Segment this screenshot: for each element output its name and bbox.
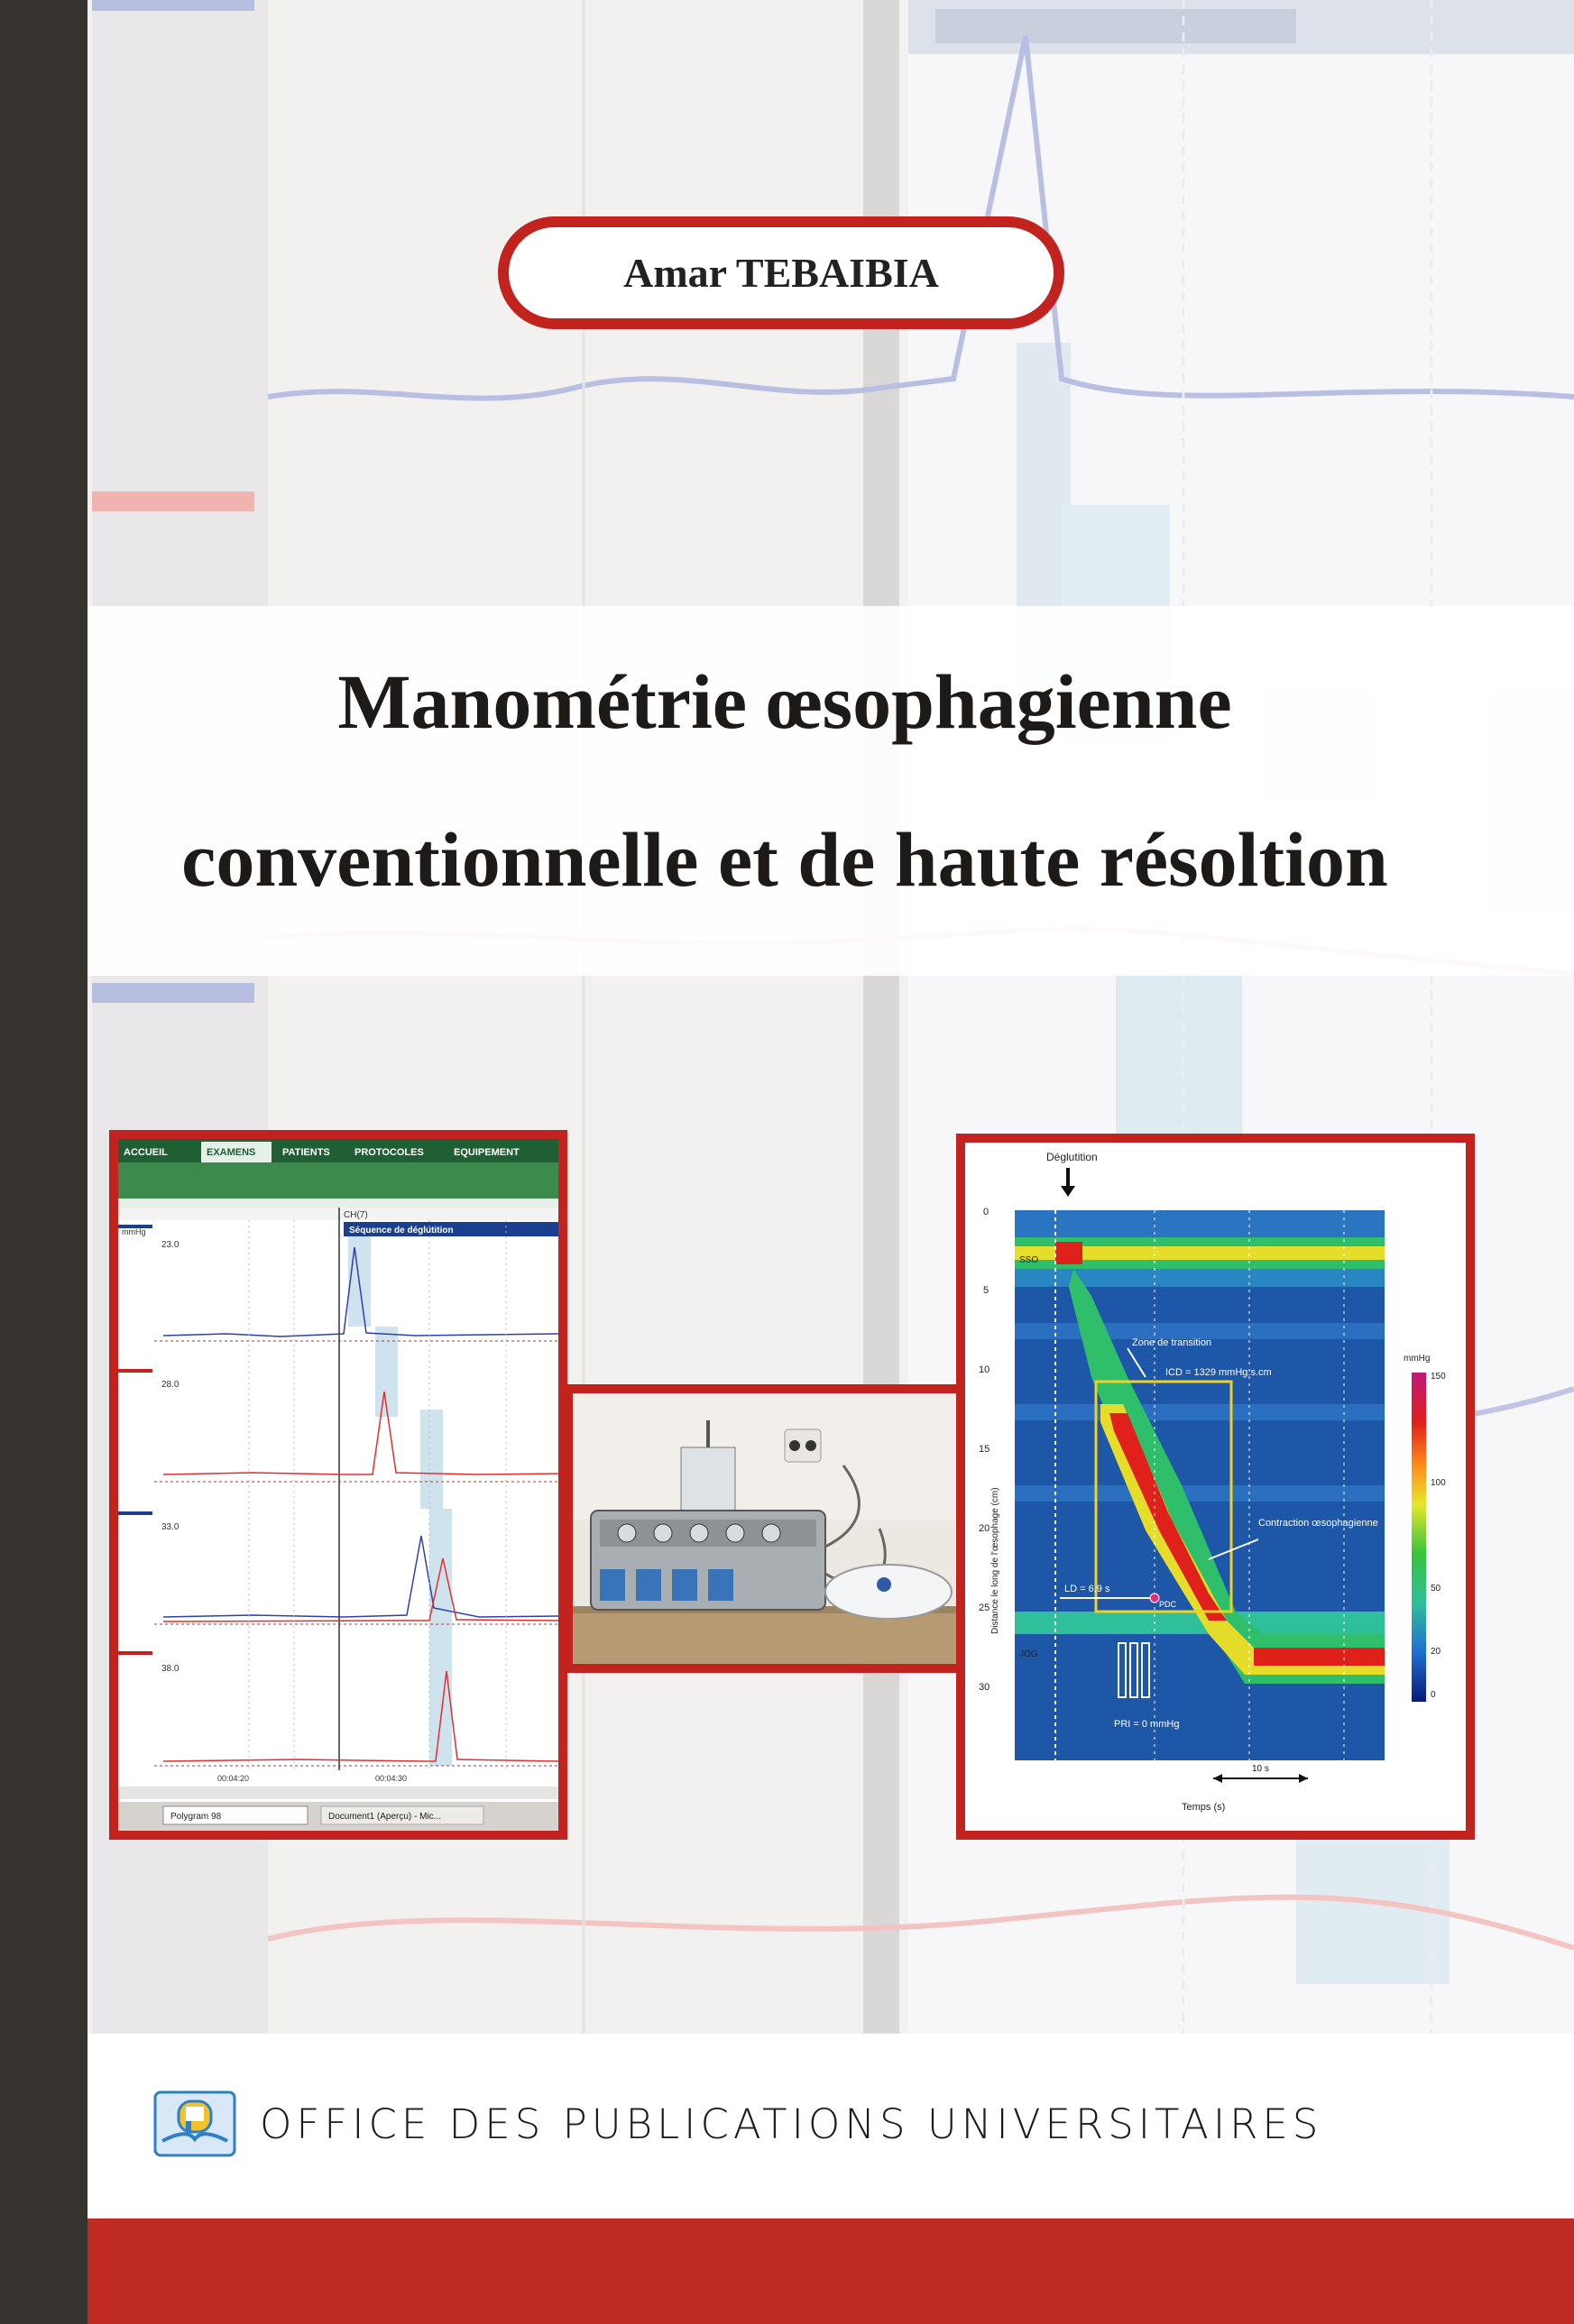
tab-patients: PATIENTS [282,1147,330,1158]
hrm-egj-label: JOG [1019,1649,1038,1659]
tab-protocoles: PROTOCOLES [354,1147,424,1158]
unit-label: mmHg [122,1227,146,1236]
hrm-colorbar-tick-100: 100 [1431,1478,1446,1488]
tab-accueil: ACCUEIL [124,1147,168,1158]
time-label-1: 00:04:20 [217,1774,250,1783]
track-depth-4: 38.0 [161,1664,179,1674]
hrm-cdp-label: PDC [1159,1600,1177,1609]
hrm-plot-image [956,1134,1475,1840]
track-depth-3: 33.0 [161,1522,179,1532]
book-spine [0,0,87,2324]
taskbar-item-2: Document1 (Aperçu) - Mic... [328,1812,442,1822]
publisher-name: OFFICE DES PUBLICATIONS UNIVERSITAIRES [260,2099,1323,2148]
hrm-y-tick-4: 20 [979,1523,990,1534]
hrm-scale-bar: 10 s [1252,1764,1269,1774]
hrm-y-tick-0: 0 [983,1207,990,1217]
hrm-y-tick-6: 30 [979,1682,990,1693]
software-screenshot-image [109,1130,567,1840]
hrm-y-tick-2: 10 [979,1364,990,1375]
title-line-1: Manométrie œsophagienne [337,658,1232,745]
author-name: Amar TEBAIBIA [623,250,939,296]
hrm-irp-label: PRI = 0 mmHg [1114,1719,1180,1730]
publisher-block [153,2090,1322,2157]
hrm-x-axis-label: Temps (s) [1182,1802,1226,1813]
track-depth-1: 23.0 [161,1240,179,1250]
publisher-logo-icon [153,2090,236,2157]
hrm-colorbar-tick-50: 50 [1431,1584,1441,1594]
panel-title: Séquence de déglutition [349,1226,454,1235]
hrm-dl-label: LD = 6,9 s [1064,1584,1110,1594]
hrm-dci-label: ICD = 1329 mmHg.s.cm [1165,1367,1272,1378]
title-line-2: conventionnelle et de haute résoltion [181,816,1388,903]
hrm-colorbar-tick-20: 20 [1431,1647,1441,1657]
hrm-colorbar-tick-150: 150 [1431,1372,1446,1382]
tab-equipement: EQUIPEMENT [454,1147,520,1158]
hrm-y-tick-1: 5 [983,1285,990,1296]
hrm-y-axis-label: Distance le long de l'œsophage (cm) [990,1487,1000,1634]
hrm-y-tick-3: 15 [979,1444,990,1455]
tab-examens: EXAMENS [207,1147,256,1158]
channel-label: CH(7) [344,1210,368,1220]
time-label-2: 00:04:30 [375,1774,408,1783]
hrm-transition-label: Zone de transition [1132,1337,1212,1348]
hrm-uos-label: SSO [1019,1255,1039,1265]
track-depth-2: 28.0 [161,1380,179,1390]
hrm-top-label: Déglutition [1046,1151,1098,1163]
hrm-y-tick-5: 25 [979,1603,990,1613]
bottom-band [87,2218,1574,2324]
taskbar-item-1: Polygram 98 [170,1812,222,1822]
hrm-colorbar-unit: mmHg [1404,1354,1431,1364]
hrm-contraction-label: Contraction œsophagienne [1258,1518,1378,1529]
equipment-photo [564,1384,965,1673]
author-box [498,216,1064,329]
hrm-colorbar-tick-0: 0 [1431,1690,1436,1700]
